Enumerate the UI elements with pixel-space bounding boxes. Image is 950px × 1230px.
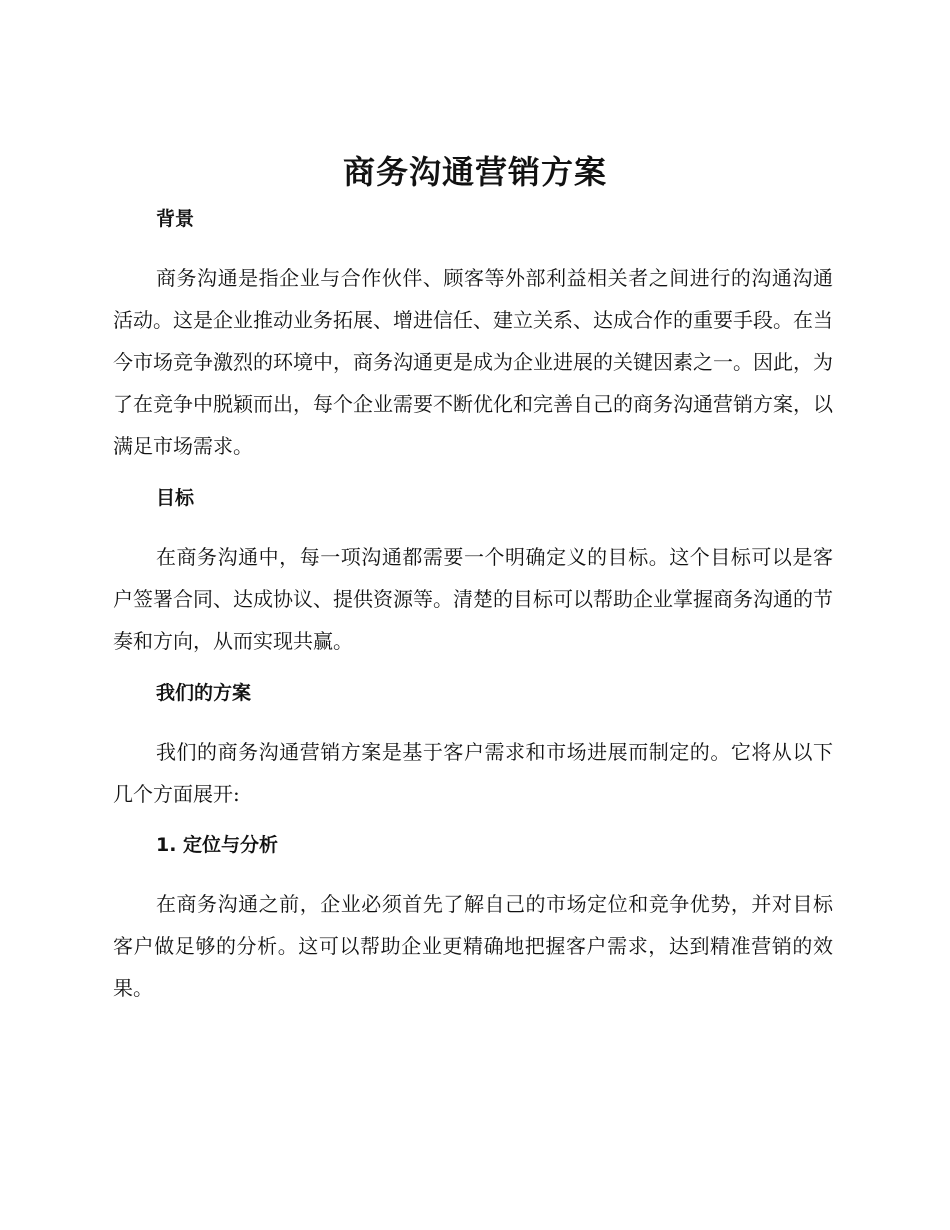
section-background xyxy=(113,205,833,467)
section-heading: 1. 定位与分析 xyxy=(156,834,279,856)
section-paragraph: 商务沟通是指企业与合作伙伴、顾客等外部利益相关者之间进行的沟通沟通活动。这是企业推动业务拓展、增进信任、建立关系、达成合作的重要手段。在当今市场竞争激烈的环境中，商务沟通更是成为企业进展的关键因素之一。因此，为了在竞争中脱颖而出，每个企业需要不断优化和完善自己的商务沟通营销方案，以满足市场需求。 xyxy=(113,266,833,458)
section-paragraph: 我们的商务沟通营销方案是基于客户需求和市场进展而制定的。它将从以下几个方面展开: xyxy=(113,740,833,806)
section-paragraph: 在商务沟通中，每一项沟通都需要一个明确定义的目标。这个目标可以是客户签署合同、达成协议、提供资源等。清楚的目标可以帮助企业掌握商务沟通的节奏和方向，从而实现共赢。 xyxy=(113,545,833,653)
section-heading: 目标 xyxy=(156,487,195,509)
section-heading: 背景 xyxy=(156,208,195,230)
section-our-plan xyxy=(113,679,833,815)
section-goal xyxy=(113,484,833,662)
section-positioning-analysis xyxy=(113,831,833,1009)
section-paragraph: 在商务沟通之前，企业必须首先了解自己的市场定位和竞争优势，并对目标客户做足够的分析。这可以帮助企业更精确地把握客户需求，达到精准营销的效果。 xyxy=(113,892,833,1000)
section-heading: 我们的方案 xyxy=(156,682,252,704)
document-title: 商务沟通营销方案 xyxy=(342,153,607,191)
